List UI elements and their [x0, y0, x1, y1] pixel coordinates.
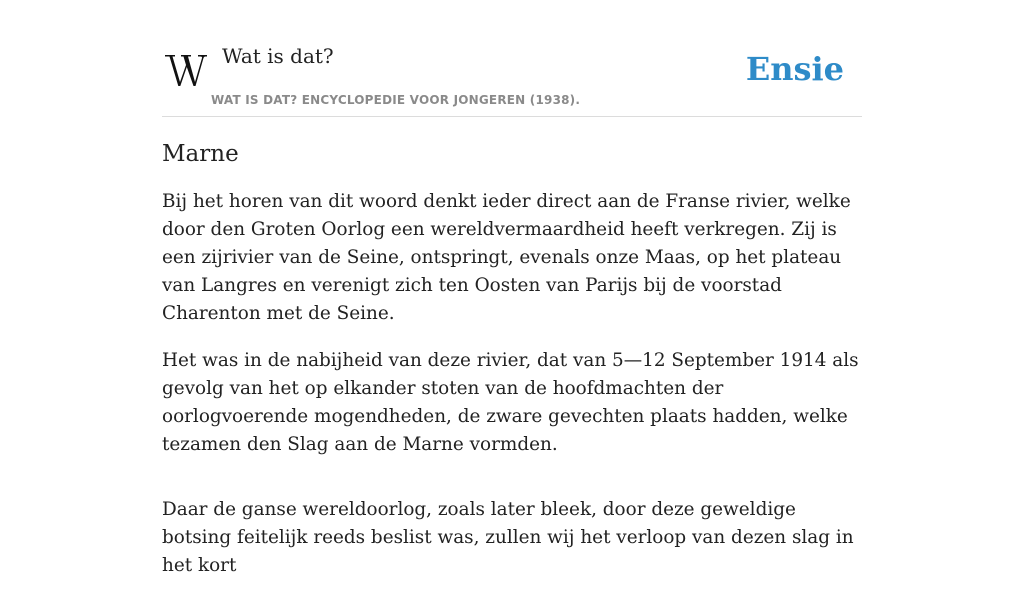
article-title: Marne	[162, 141, 239, 167]
wikipedia-w-icon[interactable]	[164, 52, 208, 90]
ensie-brand-link[interactable]: Ensie	[745, 50, 844, 88]
article	[162, 138, 862, 599]
site-header	[162, 40, 862, 117]
site-title[interactable]: Wat is dat?	[222, 44, 334, 68]
article-paragraph: Daar de ganse wereldoorlog, zoals later bleek, door deze geweldige botsing feitelijk reeds beslist was, zullen wij het verloop van dezen slag in het kort	[162, 499, 854, 576]
article-paragraph: Bij het horen van dit woord denkt ieder direct aan de Franse rivier, welke door den Groten Oorlog een wereldvermaardheid heeft verkregen. Zij is een zijrivier van de Seine, ontspringt, evenals onze Maas, op het plateau van Langres en verenigt zich ten Oosten van Parijs bij de voorstad Charenton met de Seine.	[162, 191, 851, 324]
article-paragraph: Het was in de nabijheid van deze rivier, dat van 5—12 September 1914 als gevolg van het op elkander stoten van de hoofdmachten der oorlogvoerende mogendheden, de zware gevechten plaats hadden, welke tezamen den Slag aan de Marne vormden.	[162, 350, 859, 455]
site-subtitle: WAT IS DAT? ENCYCLOPEDIE VOOR JONGEREN (1938).	[211, 93, 581, 107]
